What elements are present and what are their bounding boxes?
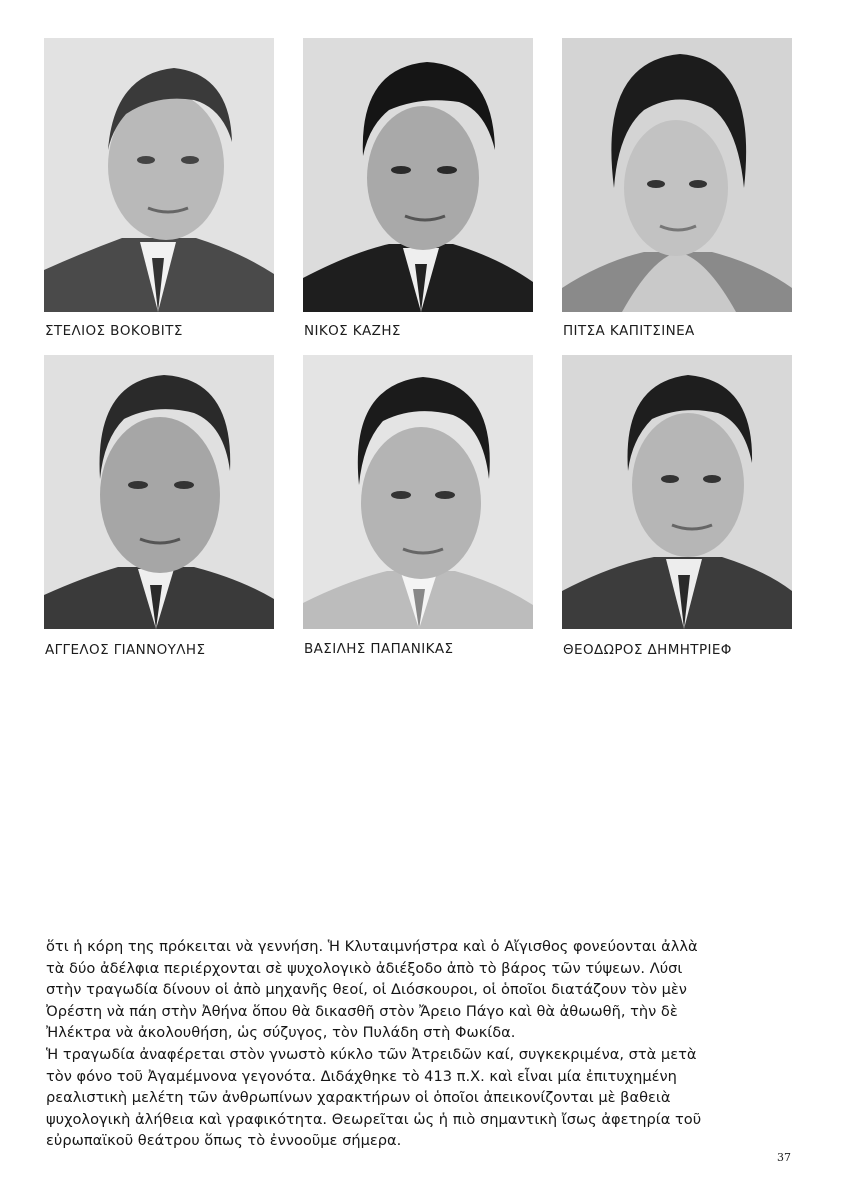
body-text-line: ὅτι ἡ κόρη της πρόκειται νὰ γεννήση. Ἡ Κλυταιμνήστρα καὶ ὁ Αἴγισθος φονεύονται ἀλλὰ <box>46 938 698 955</box>
body-text-line: εὐρωπαϊκοῦ θεάτρου ὅπως τὸ ἐννοοῦμε σήμερα. <box>46 1132 402 1150</box>
body-text-line: τὰ δύο ἀδέλφια περιέρχονται σὲ ψυχολογικὸ ἀδιέξοδο ἀπὸ τὸ βάρος τῶν τύψεων. Λύσι <box>46 959 683 977</box>
page-number: 37 <box>777 1151 791 1164</box>
portrait-image <box>303 38 533 312</box>
body-text-line: στὴν τραγωδία δίνουν οἱ ἀπὸ μηχανῆς θεοί, οἱ Διόσκουροι, οἱ ὁποῖοι διατάζουν τὸν μὲν <box>46 981 687 999</box>
portrait-caption-6: ΘΕΟΔΩΡΟΣ ΔΗΜΗΤΡΙΕΦ <box>563 642 732 658</box>
portrait-caption-3: ΠΙΤΣΑ ΚΑΠΙΤΣΙΝΕΑ <box>563 323 695 339</box>
portrait-image <box>562 38 792 312</box>
portrait-photo-1 <box>44 38 274 312</box>
portrait-image <box>44 38 274 312</box>
portrait-photo-5 <box>303 355 533 629</box>
body-text-line: ψυχολογικὴ ἀλήθεια καὶ γραφικότητα. Θεωρεῖται ὡς ἡ πιὸ σημαντικὴ ἴσως ἀφετηρία τοῦ <box>46 1110 702 1128</box>
portrait-photo-3 <box>562 38 792 312</box>
body-text-line: Ὀρέστη νὰ πάη στὴν Ἀθήνα ὅπου θὰ δικασθῆ στὸν Ἄρειο Πάγο καὶ θὰ ἀθωωθῆ, τὴν δὲ <box>46 1002 678 1020</box>
portrait-caption-1: ΣΤΕΛΙΟΣ ΒΟΚΟΒΙΤΣ <box>45 323 183 339</box>
portrait-photo-4 <box>44 355 274 629</box>
portrait-caption-5: ΒΑΣΙΛΗΣ ΠΑΠΑΝΙΚΑΣ <box>304 641 454 657</box>
portrait-image <box>303 355 533 629</box>
body-text-line: Ἡ τραγωδία ἀναφέρεται στὸν γνωστὸ κύκλο τῶν Ἀτρειδῶν καί, συγκεκριμένα, στὰ μετὰ <box>46 1045 697 1063</box>
body-text-line: ρεαλιστικὴ μελέτη τῶν ἀνθρωπίνων χαρακτήρων οἱ ὁποῖοι ἀπεικονίζονται μὲ βαθειὰ <box>46 1089 671 1107</box>
body-text-line: τὸν φόνο τοῦ Ἀγαμέμνονα γεγονότα. Διδάχθηκε τὸ 413 π.Χ. καὶ εἶναι μία ἐπιτυχημένη <box>46 1067 677 1085</box>
portrait-photo-2 <box>303 38 533 312</box>
body-text-line: Ἠλέκτρα νὰ ἀκολουθήση, ὡς σύζυγος, τὸν Πυλάδη στὴ Φωκίδα. <box>46 1024 516 1042</box>
body-text <box>46 936 794 1152</box>
portrait-photo-6 <box>562 355 792 629</box>
portrait-caption-4: ΑΓΓΕΛΟΣ ΓΙΑΝΝΟΥΛΗΣ <box>45 642 206 658</box>
portrait-image <box>44 355 274 629</box>
portrait-caption-2: ΝΙΚΟΣ ΚΑΖΗΣ <box>304 323 401 339</box>
portrait-image <box>562 355 792 629</box>
